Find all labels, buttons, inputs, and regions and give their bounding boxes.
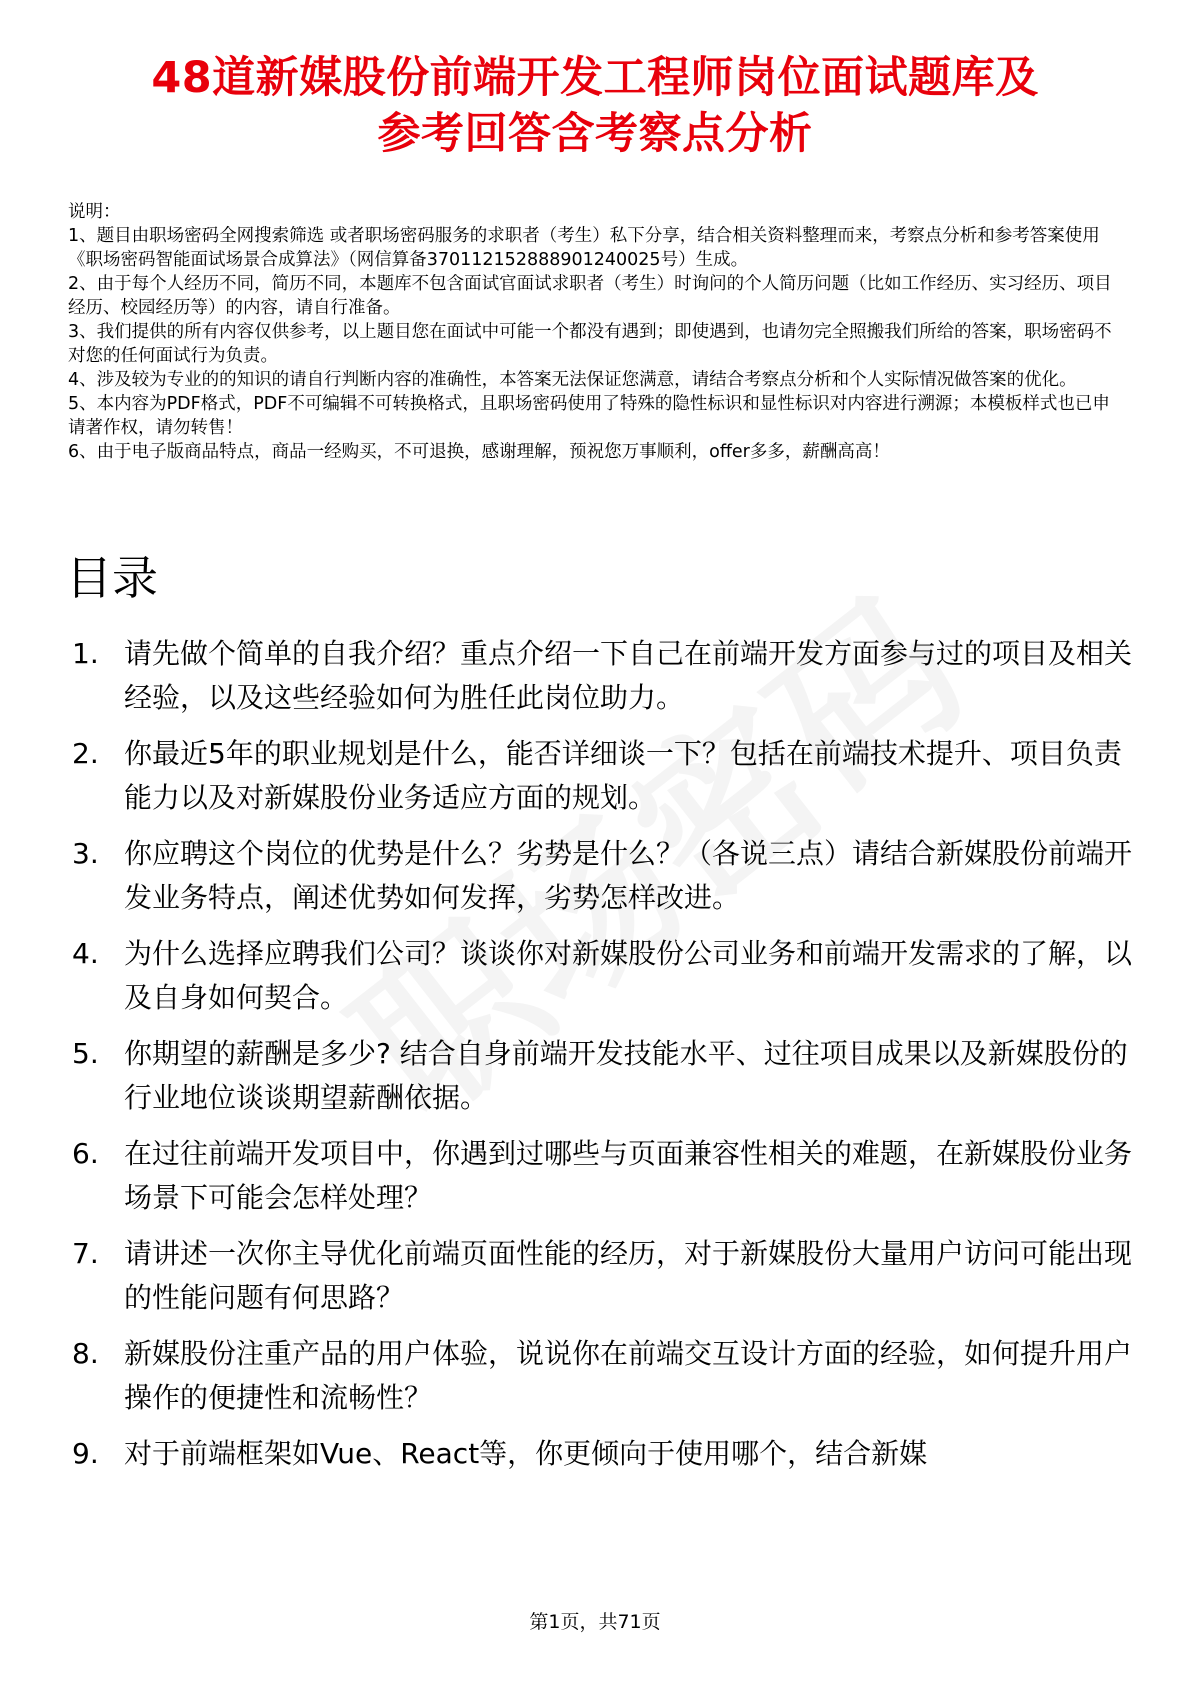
toc-item-text: 你最近5年的职业规划是什么，能否详细谈一下？包括在前端技术提升、项目负责能力以及对新媒股份业务适应方面的规划。 (124, 737, 1122, 814)
page-title-line-1: 48道新媒股份前端开发工程师岗位面试题库及 (151, 53, 1039, 103)
toc-list (72, 632, 1142, 1488)
toc-item-number: 5. (72, 1037, 99, 1070)
toc-item-text: 在过往前端开发项目中，你遇到过哪些与页面兼容性相关的难题，在新媒股份业务场景下可能会怎样处理？ (124, 1137, 1133, 1214)
note-item: 6、由于电子版商品特点，商品一经购买，不可退换，感谢理解，预祝您万事顺利，offer多多，薪酬高高！ (68, 442, 890, 462)
toc-item[interactable] (72, 1332, 1142, 1420)
note-item: 4、涉及较为专业的的知识的请自行判断内容的准确性，本答案无法保证您满意，请结合考察点分析和个人实际情况做答案的优化。 (68, 370, 1077, 390)
toc-item-text: 新媒股份注重产品的用户体验，说说你在前端交互设计方面的经验，如何提升用户操作的便捷性和流畅性？ (124, 1337, 1133, 1414)
toc-item-number: 4. (72, 937, 99, 970)
toc-item-text: 请讲述一次你主导优化前端页面性能的经历，对于新媒股份大量用户访问可能出现的性能问题有何思路？ (124, 1237, 1133, 1314)
note-item: 5、本内容为PDF格式，PDF不可编辑不可转换格式，且职场密码使用了特殊的隐性标识和显性标识对内容进行溯源；本模板样式也已申请著作权，请勿转售！ (68, 394, 1110, 438)
toc-item-text: 你期望的薪酬是多少? 结合自身前端开发技能水平、过往项目成果以及新媒股份的行业地位谈谈期望薪酬依据。 (124, 1037, 1128, 1114)
toc-item[interactable] (72, 832, 1142, 920)
toc-item-number: 6. (72, 1137, 99, 1170)
note-item: 3、我们提供的所有内容仅供参考，以上题目您在面试中可能一个都没有遇到；即使遇到，也请勿完全照搬我们所给的答案，职场密码不对您的任何面试行为负责。 (68, 322, 1112, 366)
toc-item[interactable] (72, 732, 1142, 820)
notes-label: 说明： (68, 202, 121, 222)
toc-item[interactable] (72, 1032, 1142, 1120)
note-item: 2、由于每个人经历不同，简历不同，本题库不包含面试官面试求职者（考生）时询问的个人简历问题（比如工作经历、实习经历、项目经历、校园经历等）的内容，请自行准备。 (68, 274, 1112, 318)
toc-item-text: 请先做个简单的自我介绍？重点介绍一下自己在前端开发方面参与过的项目及相关经验，以及这些经验如何为胜任此岗位助力。 (124, 637, 1133, 714)
toc-item[interactable] (72, 932, 1142, 1020)
toc-item-number: 9. (72, 1437, 99, 1470)
page-footer: 第1页，共71页 (529, 1611, 661, 1633)
toc-item-text: 为什么选择应聘我们公司？谈谈你对新媒股份公司业务和前端开发需求的了解，以及自身如何契合。 (124, 937, 1133, 1014)
toc-item[interactable] (72, 632, 1142, 720)
toc-item[interactable] (72, 1132, 1142, 1220)
toc-item-number: 7. (72, 1237, 99, 1270)
page-title-line-2: 参考回答含考察点分析 (377, 109, 813, 159)
toc-item[interactable] (72, 1432, 1142, 1476)
note-item: 1、题目由职场密码全网搜索筛选 或者职场密码服务的求职者（考生）私下分享，结合相关资料整理而来，考察点分析和参考答案使用《职场密码智能面试场景合成算法》（网信算备370112152888901240025号）生成。 (68, 226, 1100, 270)
toc-item-text: 对于前端框架如Vue、React等，你更倾向于使用哪个，结合新媒 (124, 1437, 928, 1470)
toc-heading: 目录 (66, 551, 158, 605)
toc-item-text: 你应聘这个岗位的优势是什么？劣势是什么？（各说三点）请结合新媒股份前端开发业务特点，阐述优势如何发挥，劣势怎样改进。 (124, 837, 1133, 914)
toc-item[interactable] (72, 1232, 1142, 1320)
toc-item-number: 8. (72, 1337, 99, 1370)
toc-item-number: 2. (72, 737, 99, 770)
toc-item-number: 3. (72, 837, 99, 870)
toc-item-number: 1. (72, 637, 99, 670)
